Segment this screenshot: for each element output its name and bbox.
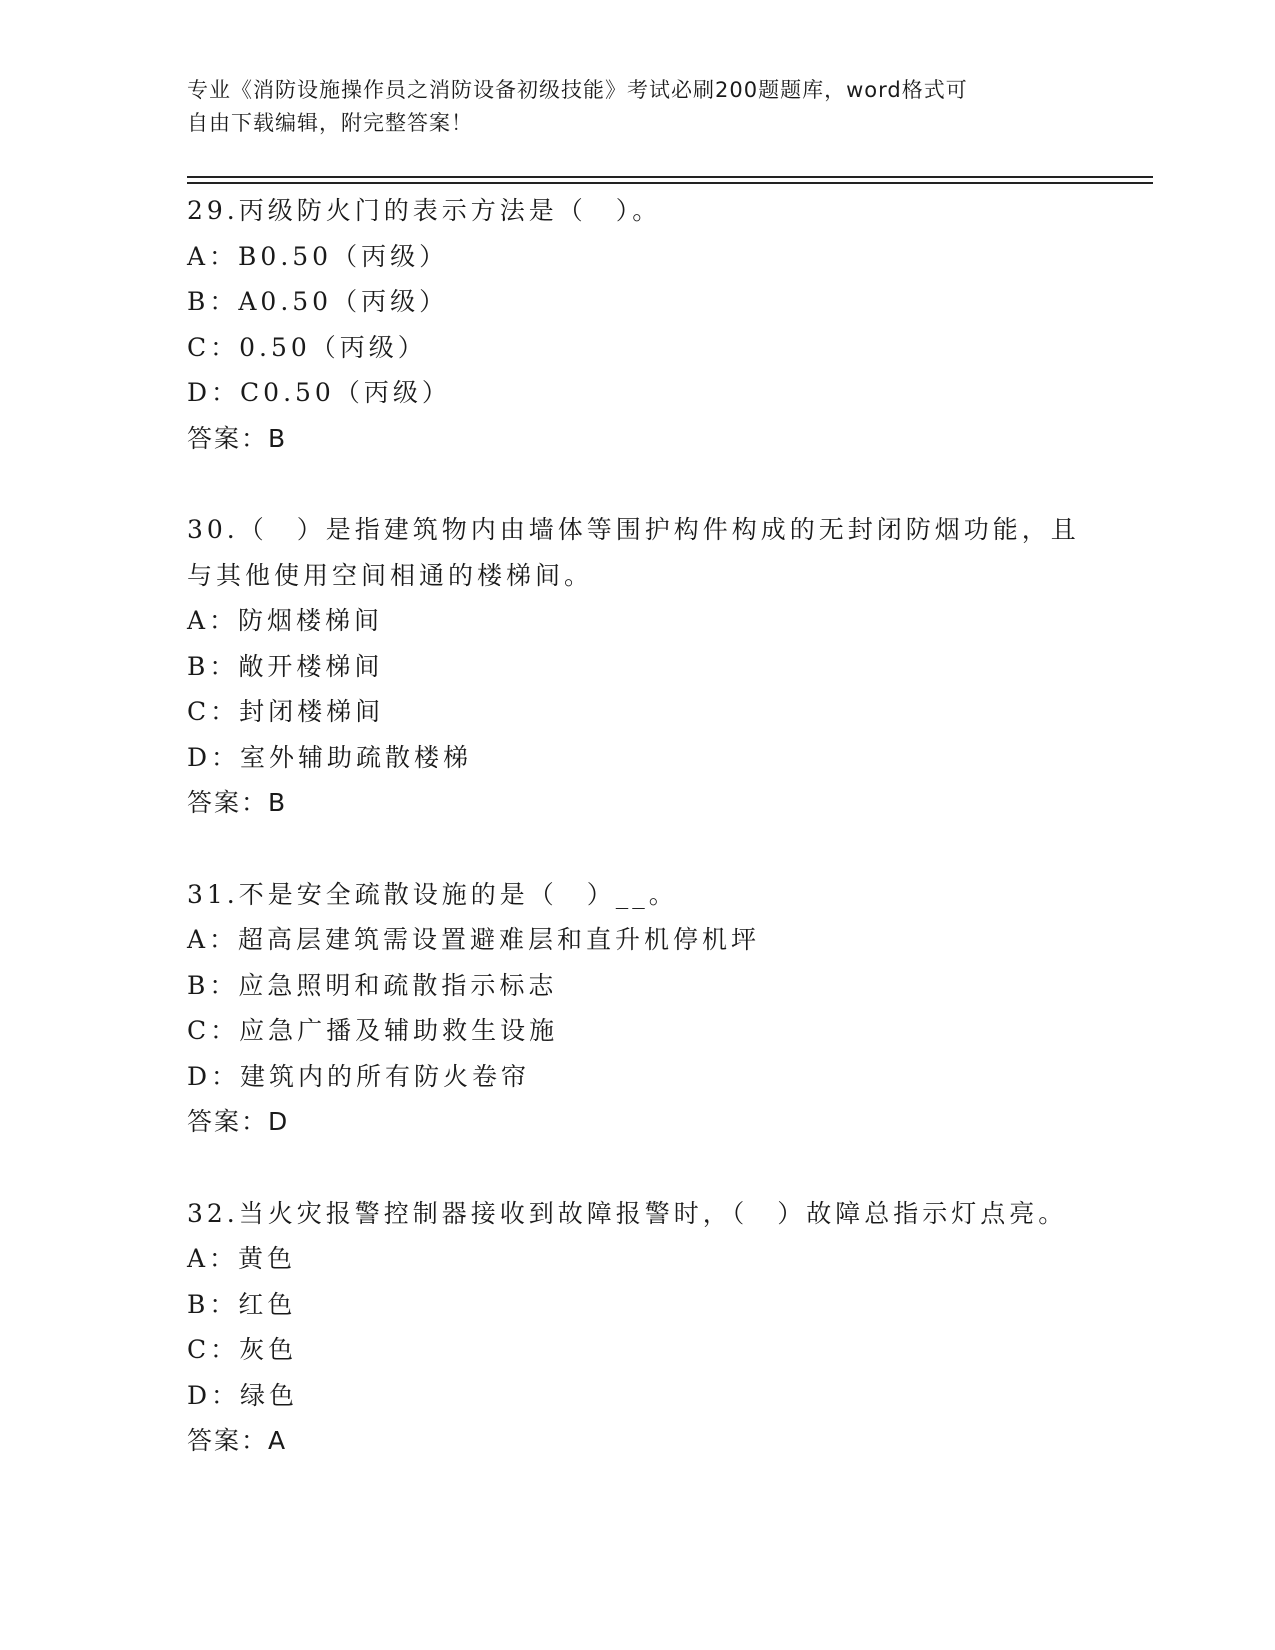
option-c: C：灰色 [187,1335,298,1364]
option-c: C：封闭楼梯间 [187,697,385,726]
option-d: D：建筑内的所有防火卷帘 [187,1061,531,1091]
answer-line: 答案：B [187,423,288,453]
option-c: C：0.50（丙级） [187,332,427,362]
answer-line: 答案：B [187,788,288,817]
question-31 [187,872,1087,1145]
header-divider-bottom [187,182,1153,184]
option-b: B：红色 [187,1289,297,1319]
question-32 [187,1191,1087,1464]
header-title-line-1: 专业《消防设施操作员之消防设备初级技能》考试必刷200题题库，word格式可 [187,78,968,102]
option-a: A：超高层建筑需设置避难层和直升机停机坪 [187,925,761,954]
header-title-line-2: 自由下载编辑，附完整答案！ [187,111,473,135]
option-d: D：绿色 [187,1380,299,1410]
question-stem: 29.丙级防火门的表示方法是（ ）。 [187,196,662,225]
option-c: C：应急广播及辅助救生设施 [187,1016,559,1045]
question-stem: 32.当火灾报警控制器接收到故障报警时，（ ）故障总指示灯点亮。 [187,1198,1068,1228]
question-list [187,188,1087,1510]
option-d: D：室外辅助疏散楼梯 [187,742,473,772]
answer-line: 答案：D [187,1107,290,1136]
option-b: B：敞开楼梯间 [187,651,384,681]
answer-line: 答案：A [187,1426,288,1455]
option-a: A：B0.50（丙级） [187,241,449,271]
option-b: B：应急照明和疏散指示标志 [187,970,558,1000]
option-a: A：黄色 [187,1244,297,1273]
question-stem-continued: 与其他使用空间相通的楼梯间。 [187,560,594,590]
question-29 [187,188,1087,461]
option-d: D：C0.50（丙级） [187,378,451,407]
header-divider-top [187,176,1153,178]
option-a: A：防烟楼梯间 [187,606,384,635]
question-stem: 30.（ ）是指建筑物内由墙体等围护构件构成的无封闭防烟功能，且 [187,515,1080,544]
question-stem: 31.不是安全疏散设施的是（ ）__。 [187,879,678,909]
document-header [187,74,1087,140]
question-30 [187,507,1087,826]
option-b: B：A0.50（丙级） [187,287,449,316]
